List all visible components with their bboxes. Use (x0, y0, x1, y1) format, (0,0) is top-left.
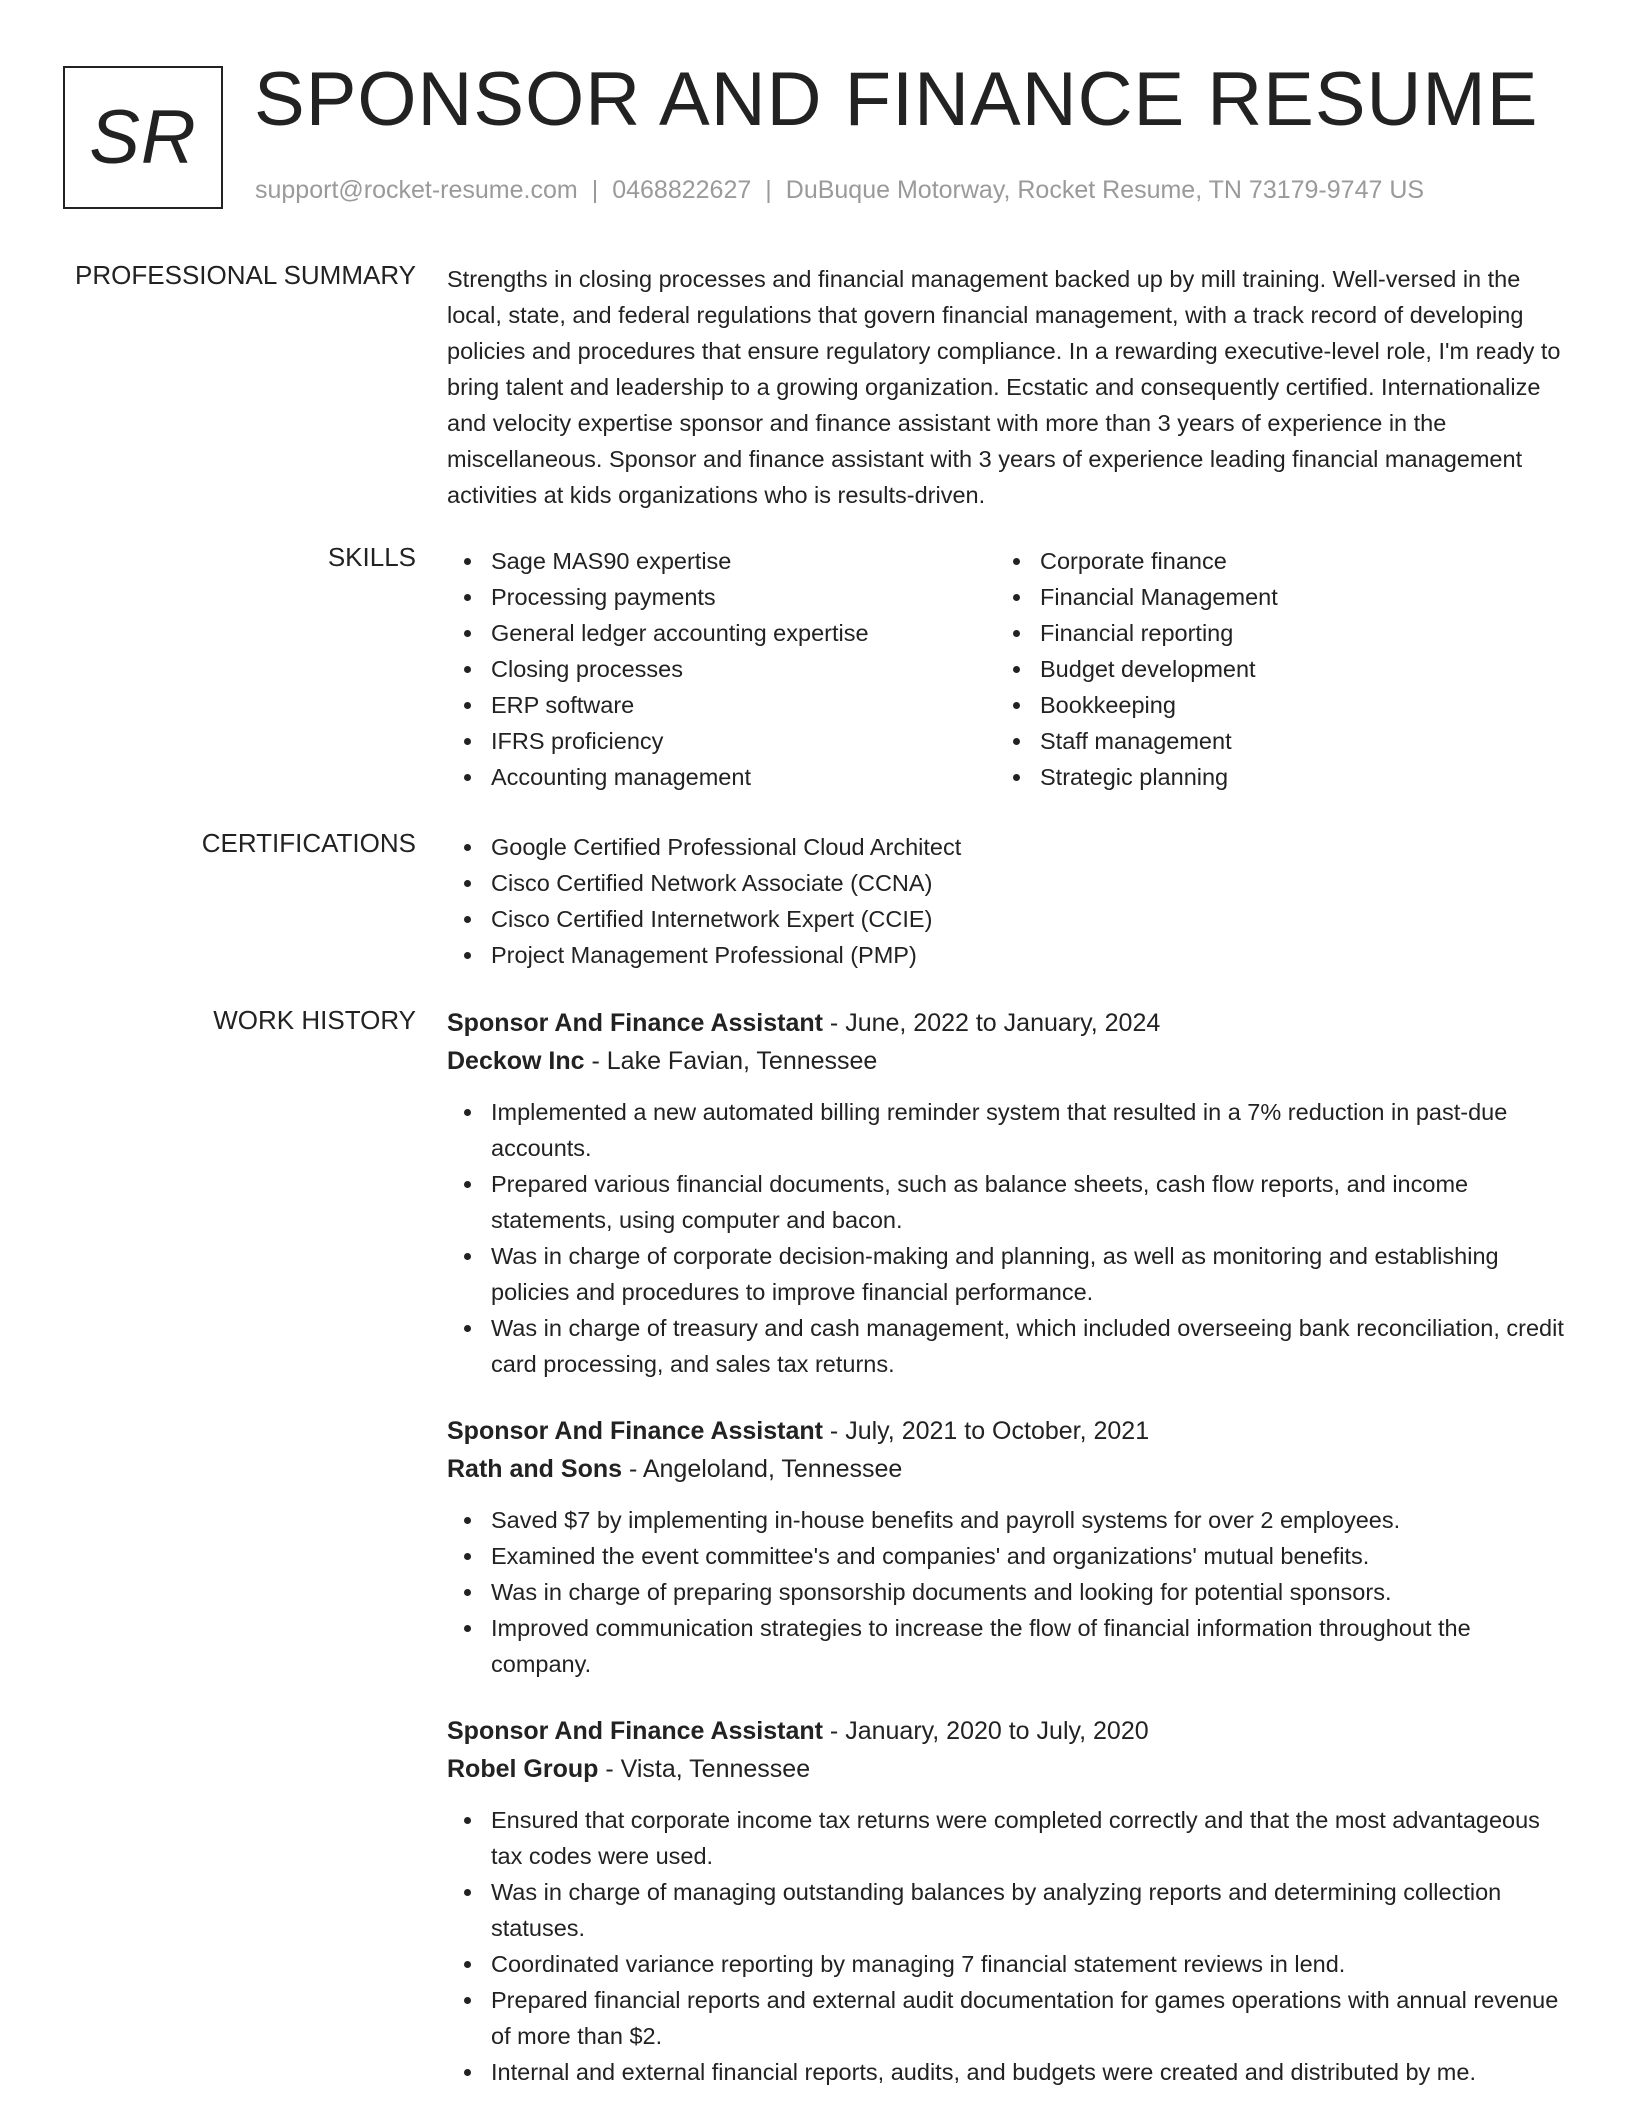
job-bullet: Improved communication strategies to increase the flow of financial information throughout the company. (447, 1610, 1569, 1682)
job-bullets (447, 1802, 1569, 2090)
job-title: Sponsor And Finance Assistant (447, 1717, 823, 1745)
job-company: Rath and Sons (447, 1455, 623, 1483)
job-bullet: Internal and external financial reports, audits, and budgets were created and distributed by me. (447, 2054, 1569, 2090)
job-title: Sponsor And Finance Assistant (447, 1009, 823, 1037)
job-entry (447, 1412, 1569, 1682)
skills-columns (447, 543, 1569, 795)
skills-list-left (447, 543, 996, 795)
resume-title: SPONSOR AND FINANCE RESUME (254, 57, 1539, 142)
job-entry (447, 1004, 1569, 1382)
job-bullets (447, 1502, 1569, 1682)
job-company-line (447, 1450, 1569, 1488)
skill-item: Staff management (996, 723, 1545, 759)
section-label-certifications: CERTIFICATIONS (201, 828, 416, 858)
skill-item: Financial Management (996, 579, 1545, 615)
job-company: Robel Group (447, 1755, 599, 1783)
skill-item: Strategic planning (996, 759, 1545, 795)
job-title-line (447, 1004, 1569, 1042)
contact-separator: | (765, 176, 772, 204)
job-bullet: Was in charge of managing outstanding balances by analyzing reports and determining collection statuses. (447, 1874, 1569, 1946)
skill-item: Sage MAS90 expertise (447, 543, 996, 579)
job-bullets (447, 1094, 1569, 1382)
job-bullet: Prepared various financial documents, such as balance sheets, cash flow reports, and income statements, using computer and bacon. (447, 1166, 1569, 1238)
job-location: - Angeloland, Tennessee (622, 1455, 903, 1483)
job-bullet: Was in charge of treasury and cash management, which included overseeing bank reconciliation, credit card processing, and sales tax returns. (447, 1310, 1569, 1382)
contact-email[interactable]: support@rocket-resume.com (255, 176, 578, 204)
section-label-work-history: WORK HISTORY (213, 1005, 416, 1035)
job-title-line (447, 1712, 1569, 1750)
contact-address: DuBuque Motorway, Rocket Resume, TN 73179-9747 US (785, 176, 1425, 204)
job-bullet: Examined the event committee's and companies' and organizations' mutual benefits. (447, 1538, 1569, 1574)
job-title: Sponsor And Finance Assistant (447, 1417, 823, 1445)
skill-item: Accounting management (447, 759, 996, 795)
certification-item: Cisco Certified Network Associate (CCNA) (447, 865, 1569, 901)
contact-phone[interactable]: 0468822627 (612, 176, 752, 204)
contact-separator: | (591, 176, 599, 204)
job-dates: - July, 2021 to October, 2021 (822, 1417, 1150, 1445)
skill-item: ERP software (447, 687, 996, 723)
skills-list-right (996, 543, 1545, 795)
certification-item: Google Certified Professional Cloud Architect (447, 829, 1569, 865)
initials-monogram: SR (63, 66, 223, 209)
certification-item: Cisco Certified Internetwork Expert (CCIE) (447, 901, 1569, 937)
skill-item: Closing processes (447, 651, 996, 687)
skill-item: Processing payments (447, 579, 996, 615)
job-location: - Vista, Tennessee (598, 1755, 811, 1783)
skill-item: Bookkeeping (996, 687, 1545, 723)
skill-item: Financial reporting (996, 615, 1545, 651)
job-bullet: Saved $7 by implementing in-house benefits and payroll systems for over 2 employees. (447, 1502, 1569, 1538)
skill-item: General ledger accounting expertise (447, 615, 996, 651)
certification-item: Project Management Professional (PMP) (447, 937, 1569, 973)
job-bullet: Coordinated variance reporting by managing 7 financial statement reviews in lend. (447, 1946, 1569, 1982)
job-bullet: Was in charge of corporate decision-making and planning, as well as monitoring and establishing policies and procedures to improve financial performance. (447, 1238, 1569, 1310)
skill-item: Corporate finance (996, 543, 1545, 579)
job-bullet: Ensured that corporate income tax returns were completed correctly and that the most advantageous tax codes were used. (447, 1802, 1569, 1874)
section-label-skills: SKILLS (327, 542, 416, 572)
job-dates: - January, 2020 to July, 2020 (822, 1717, 1149, 1745)
job-entry (447, 1712, 1569, 2090)
job-bullet: Implemented a new automated billing reminder system that resulted in a 7% reduction in past-due accounts. (447, 1094, 1569, 1166)
job-company-line (447, 1042, 1569, 1080)
skill-item: IFRS proficiency (447, 723, 996, 759)
skill-item: Budget development (996, 651, 1545, 687)
job-bullet: Was in charge of preparing sponsorship documents and looking for potential sponsors. (447, 1574, 1569, 1610)
section-label-summary: PROFESSIONAL SUMMARY (75, 260, 416, 290)
certifications-list (447, 829, 1569, 973)
jobs-container (447, 1004, 1569, 2112)
summary-text: Strengths in closing processes and financial management backed up by mill training. Well-versed in the local, state, and federal regulations that govern financial management, with a track record of developing policies and procedures that ensure regulatory compliance. In a rewarding executive-level role, I'm ready to bring talent and leadership to a growing organization. Ecstatic and consequently certified. Internationalize and velocity expertise sponsor and finance assistant with more than 3 years of experience in the miscellaneous. Sponsor and finance assistant with 3 years of experience leading financial management activities at kids organizations who is results-driven. (447, 266, 1561, 508)
job-dates: - June, 2022 to January, 2024 (822, 1009, 1161, 1037)
job-bullet: Prepared financial reports and external audit documentation for games operations with annual revenue of more than $2. (447, 1982, 1569, 2054)
job-title-line (447, 1412, 1569, 1450)
job-company: Deckow Inc (447, 1047, 585, 1075)
job-location: - Lake Favian, Tennessee (584, 1047, 878, 1075)
contact-line (255, 176, 1424, 205)
job-company-line (447, 1750, 1569, 1788)
